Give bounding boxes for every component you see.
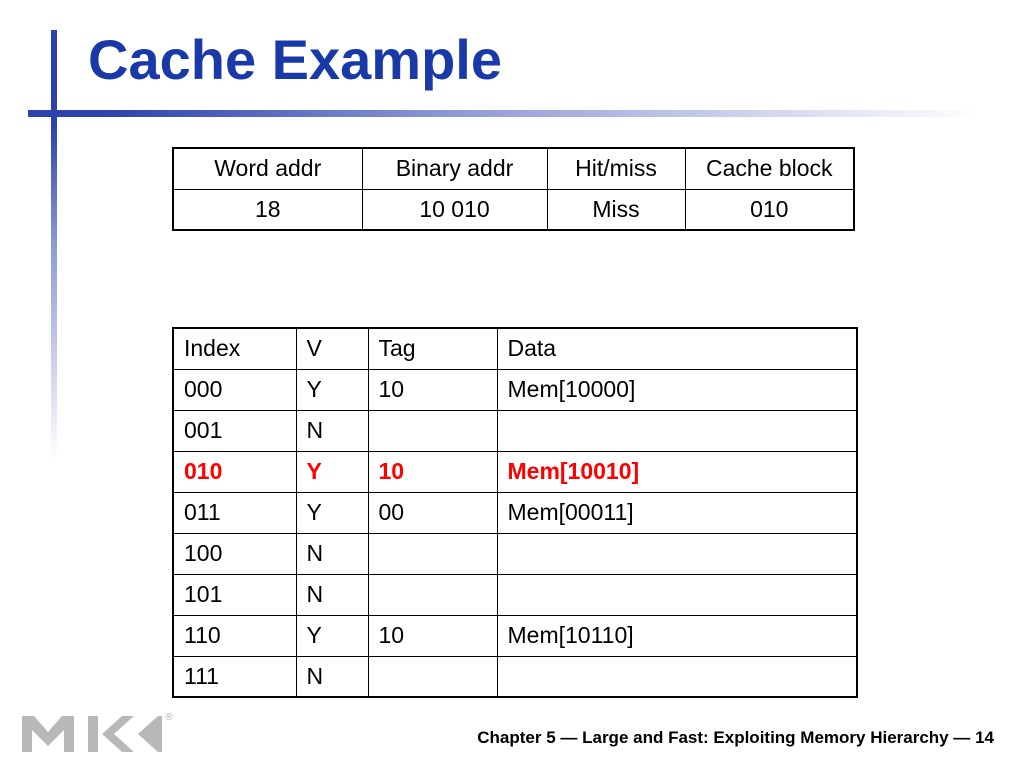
table-row	[173, 369, 857, 410]
header-cell: V	[296, 328, 368, 369]
tag-cell	[368, 574, 497, 615]
data-cell	[497, 410, 857, 451]
table-row	[173, 533, 857, 574]
slide-footer: Chapter 5 — Large and Fast: Exploiting Memory Hierarchy — 14	[477, 728, 994, 747]
data-cell: Mem[00011]	[497, 492, 857, 533]
data-cell: Mem[10110]	[497, 615, 857, 656]
table-row	[173, 574, 857, 615]
tag-cell	[368, 410, 497, 451]
table-row	[173, 656, 857, 697]
tag-cell	[368, 533, 497, 574]
valid-cell: N	[296, 656, 368, 697]
valid-cell: Y	[296, 369, 368, 410]
table-row-highlighted	[173, 451, 857, 492]
index-cell: 000	[173, 369, 296, 410]
vertical-accent-bar	[51, 30, 57, 460]
table-row	[173, 492, 857, 533]
data-cell	[497, 656, 857, 697]
mk-publisher-logo-icon	[20, 706, 180, 758]
data-cell: Mem[10000]	[497, 369, 857, 410]
index-cell: 011	[173, 492, 296, 533]
slide-title: Cache Example	[88, 28, 502, 91]
horizontal-accent-bar	[28, 110, 978, 117]
valid-cell: Y	[296, 451, 368, 492]
index-cell: 111	[173, 656, 296, 697]
index-cell: 100	[173, 533, 296, 574]
tag-cell: 10	[368, 615, 497, 656]
registered-mark: ®	[164, 712, 174, 723]
tag-cell: 10	[368, 369, 497, 410]
cache-table	[172, 327, 858, 698]
valid-cell: Y	[296, 492, 368, 533]
table-row	[173, 410, 857, 451]
access-table	[172, 147, 855, 231]
word-addr-cell: 18	[173, 189, 362, 230]
valid-cell: N	[296, 533, 368, 574]
header-cell: Cache block	[685, 148, 854, 189]
table-row	[173, 189, 854, 230]
tag-cell	[368, 656, 497, 697]
data-cell	[497, 533, 857, 574]
header-cell: Binary addr	[362, 148, 547, 189]
valid-cell: Y	[296, 615, 368, 656]
index-cell: 110	[173, 615, 296, 656]
hit-miss-cell: Miss	[547, 189, 685, 230]
valid-cell: N	[296, 574, 368, 615]
index-cell: 010	[173, 451, 296, 492]
table-header-row	[173, 328, 857, 369]
table-header-row	[173, 148, 854, 189]
header-cell: Tag	[368, 328, 497, 369]
valid-cell: N	[296, 410, 368, 451]
tag-cell: 10	[368, 451, 497, 492]
data-cell	[497, 574, 857, 615]
index-cell: 101	[173, 574, 296, 615]
binary-addr-cell: 10 010	[362, 189, 547, 230]
tag-cell: 00	[368, 492, 497, 533]
header-cell: Word addr	[173, 148, 362, 189]
header-cell: Index	[173, 328, 296, 369]
table-row	[173, 615, 857, 656]
cache-block-cell: 010	[685, 189, 854, 230]
header-cell: Hit/miss	[547, 148, 685, 189]
header-cell: Data	[497, 328, 857, 369]
data-cell: Mem[10010]	[497, 451, 857, 492]
index-cell: 001	[173, 410, 296, 451]
